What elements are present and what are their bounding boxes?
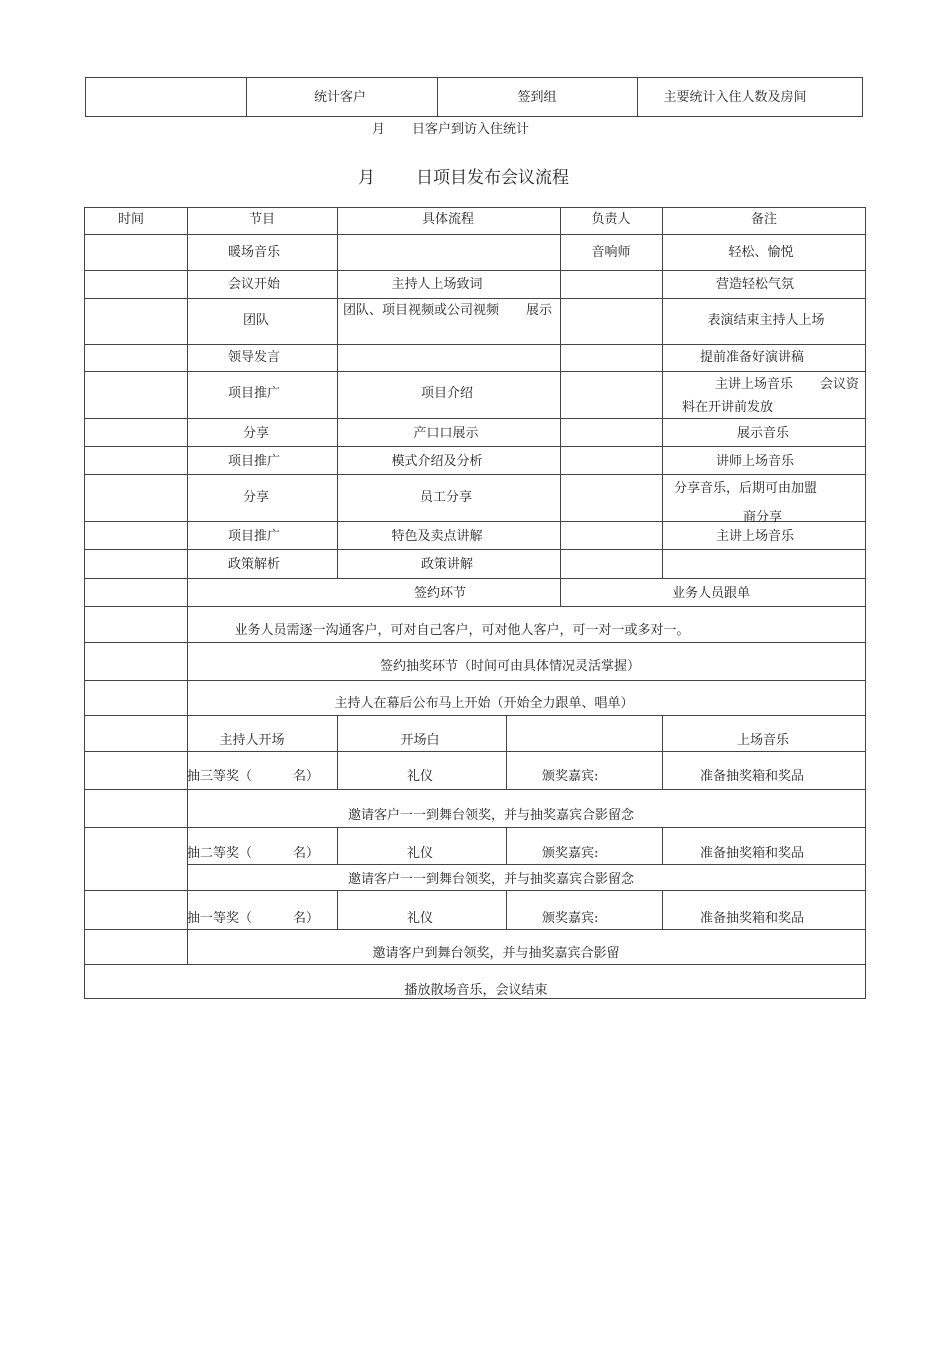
- r4-program: 领导发言: [227, 350, 281, 365]
- r3-note: 表演结束主持人上场: [707, 313, 825, 328]
- r20-flow: 礼仪: [406, 911, 434, 926]
- third-prize-photo: 邀请客户一一到舞台领奖，并与抽奖嘉宾合影留念: [347, 808, 635, 823]
- r16-owner: 颁奖嘉宾:: [542, 769, 599, 784]
- r18-note: 准备抽奖箱和奖品: [699, 846, 805, 861]
- r3-flow: 团队、项目视频或公司视频: [343, 303, 500, 318]
- r20-note: 准备抽奖箱和奖品: [699, 911, 805, 926]
- r16-flow: 礼仪: [406, 769, 434, 784]
- r6-note: 展示音乐: [736, 426, 790, 441]
- r3-flow-b: 展示: [526, 303, 553, 318]
- r5-note: 主讲上场音乐: [715, 377, 794, 392]
- r15-note: 上场音乐: [736, 733, 790, 748]
- header-owner: 负责人: [591, 212, 631, 227]
- r7-flow: 模式介绍及分析: [391, 454, 483, 469]
- r18-program: 抽二等奖（: [187, 846, 253, 861]
- header-flow: 具体流程: [421, 212, 475, 227]
- page-title: 日项目发布会议流程: [416, 168, 569, 188]
- r1-program: 暖场音乐: [227, 245, 281, 260]
- r16-program-b: 名）: [293, 769, 320, 784]
- header-program: 节目: [248, 212, 276, 227]
- r18-program-b: 名）: [293, 846, 320, 861]
- title-month: 月: [358, 168, 375, 188]
- r18-owner: 颁奖嘉宾:: [542, 846, 599, 861]
- r2-flow: 主持人上场致词: [391, 277, 483, 292]
- signing-section: 签约环节: [413, 586, 467, 601]
- r6-flow: 产口口展示: [413, 426, 479, 441]
- r10-program: 政策解析: [227, 557, 281, 572]
- r5-note-c: 料在开讲前发放: [682, 400, 774, 415]
- caption-text: 日客户到访入住统计: [412, 122, 530, 137]
- caption-month: 月: [372, 122, 386, 137]
- meeting-end: 播放散场音乐，会议结束: [404, 983, 548, 998]
- r20-program: 抽一等奖（: [187, 911, 253, 926]
- r8-note: 分享音乐，后期可由加盟: [674, 481, 818, 496]
- r15-program: 主持人开场: [219, 733, 285, 748]
- r16-note: 准备抽奖箱和奖品: [699, 769, 805, 784]
- r5-flow: 项目介绍: [420, 386, 474, 401]
- lottery-section: 签约抽奖环节（时间可由具体情况灵活掌握）: [379, 659, 641, 674]
- r18-flow: 礼仪: [406, 846, 434, 861]
- top-cell-customers: 统计客户: [313, 90, 367, 105]
- r4-note: 提前准备好演讲稿: [699, 350, 805, 365]
- r20-owner: 颁奖嘉宾:: [542, 911, 599, 926]
- second-prize-photo: 邀请客户一一到舞台领奖，并与抽奖嘉宾合影留念: [347, 872, 635, 887]
- host-announcement: 主持人在幕后公布马上开始（开始全力跟单、唱单）: [334, 696, 634, 711]
- r8-program: 分享: [242, 490, 270, 505]
- r5-note-b: 会议资: [820, 377, 860, 392]
- r1-note: 轻松、愉悦: [728, 245, 794, 260]
- sales-instructions: 业务人员需逐一沟通客户，可对自己客户，可对他人客户，可一对一或多对一。: [234, 623, 690, 638]
- r8-flow: 员工分享: [419, 490, 473, 505]
- r9-flow: 特色及卖点讲解: [391, 529, 483, 544]
- r6-program: 分享: [242, 426, 270, 441]
- first-prize-photo: 邀请客户到舞台领奖，并与抽奖嘉宾合影留: [372, 946, 620, 961]
- signing-followup: 业务人员跟单: [671, 586, 751, 601]
- r3-program: 团队: [242, 313, 270, 328]
- r9-program: 项目推广: [227, 529, 281, 544]
- r9-note: 主讲上场音乐: [715, 529, 795, 544]
- r1-owner: 音响师: [591, 245, 631, 260]
- r16-program: 抽三等奖（: [187, 769, 253, 784]
- r20-program-b: 名）: [293, 911, 320, 926]
- r8-note-b: 商分享: [743, 510, 783, 525]
- r5-program: 项目推广: [227, 386, 281, 401]
- r2-program: 会议开始: [227, 277, 281, 292]
- top-cell-note: 主要统计入住人数及房间: [663, 90, 807, 105]
- r7-program: 项目推广: [227, 454, 281, 469]
- top-cell-signin-group: 签到组: [517, 90, 557, 105]
- r15-flow: 开场白: [400, 733, 440, 748]
- header-time: 时间: [117, 212, 145, 227]
- r7-note: 讲师上场音乐: [715, 454, 795, 469]
- r10-flow: 政策讲解: [420, 557, 474, 572]
- r2-note: 营造轻松气氛: [715, 277, 795, 292]
- header-note: 备注: [750, 212, 778, 227]
